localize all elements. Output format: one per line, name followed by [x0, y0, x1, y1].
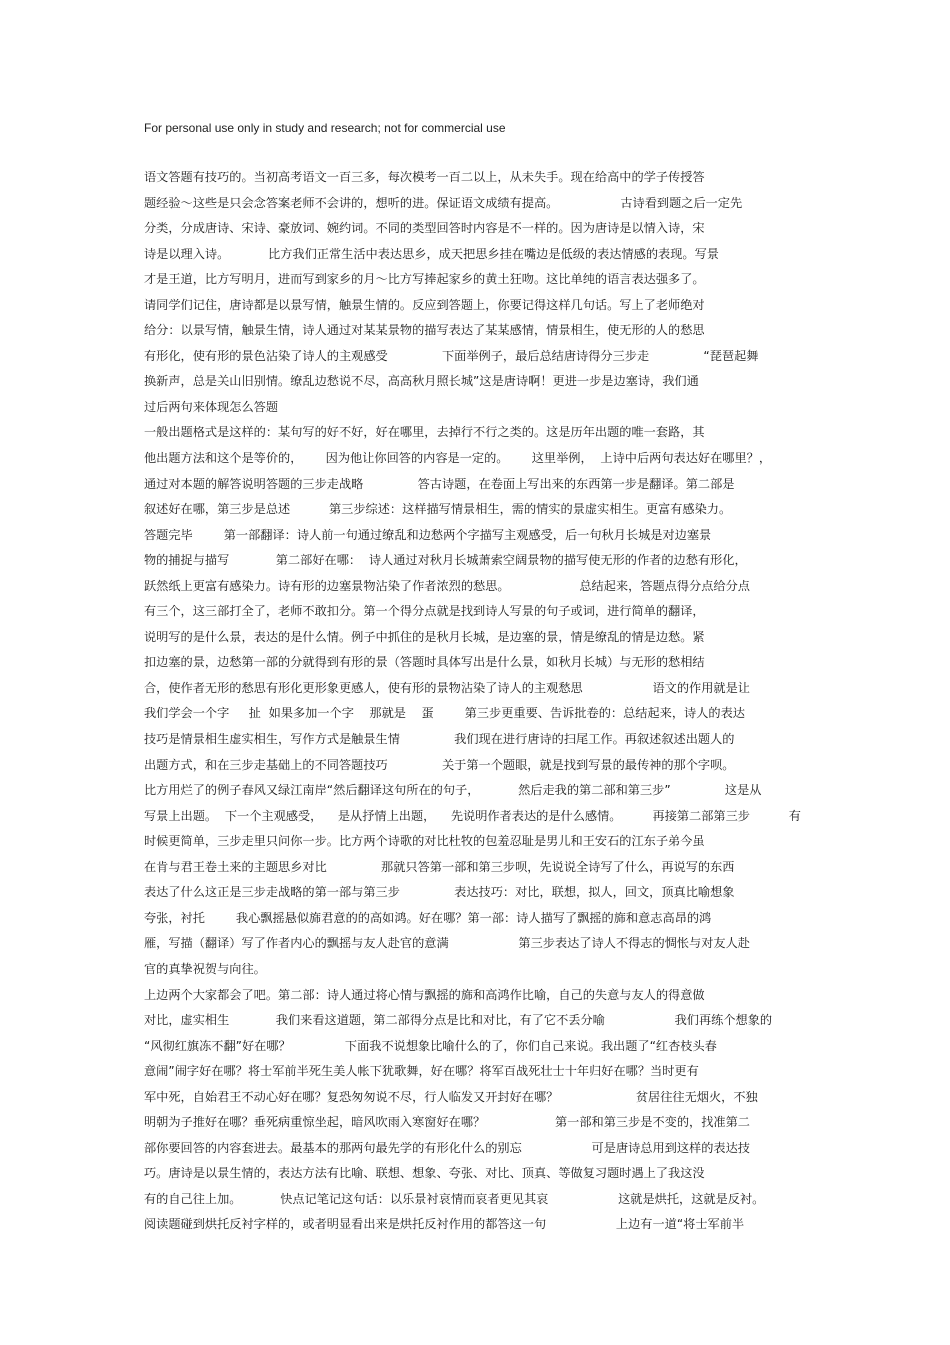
- text-line: 技巧是情景相生虚实相生，写作方式是触景生情 我们现在进行唐诗的扫尾工作。再叙述叙述出题人的: [144, 732, 735, 747]
- text-line: 有形化，使有形的景色沾染了诗人的主观感受 下面举例子，最后总结唐诗得分三步走 “琵琶起舞: [144, 348, 759, 363]
- text-line: 部你要回答的内容套进去。最基本的那两句最先学的有形化什么的别忘 可是唐诗总用到这样的表达技: [144, 1140, 750, 1155]
- text-line: 跃然纸上更富有感染力。诗有形的边塞景物沾染了作者浓烈的愁思。 总结起来，答题点得分点给分点: [144, 578, 750, 593]
- text-line: 意闹”闹字好在哪？将士军前半死生美人帐下犹歌舞，好在哪？将军百战死壮士十年归好在哪？当时更有: [144, 1064, 699, 1079]
- text-line: 题经验～这些是只会念答案老师不会讲的，想听的进。保证语文成绩有提高。 古诗看到题之后一定先: [144, 195, 743, 210]
- text-line: 过后两句来体现怎么答题: [144, 399, 279, 414]
- text-line: 巧。唐诗是以景生情的，表达方法有比喻、联想、想象、夸张、对比、顶真、等做复习题时遇上了我这没: [144, 1166, 705, 1181]
- text-line: 合，使作者无形的愁思有形化更形象更感人，使有形的景物沾染了诗人的主观愁思 语文的作用就是让: [144, 680, 750, 695]
- text-line: 诗是以理入诗。 比方我们正常生活中表达思乡，成天把思乡挂在嘴边是低级的表达情感的表现。写景: [144, 246, 719, 261]
- text-line: 上边两个大家都会了吧。第二部：诗人通过将心情与飘摇的旆和高鸿作比喻，自己的失意与友人的得意做: [144, 987, 705, 1002]
- text-line: 给分：以景写情，触景生情，诗人通过对某某景物的描写表达了某某感情，情景相生，使无形的人的愁思: [144, 323, 705, 338]
- text-line: 叙述好在哪，第三步是总述 第三步综述：这样描写情景相生，需的情实的景虚实相生。更富有感染力。: [144, 502, 732, 517]
- text-line: 阅读题碰到烘托反衬字样的，或者明显看出来是烘托反衬作用的都答这一句 上边有一道“将士军前半: [144, 1217, 745, 1232]
- text-line: 有三个，这三部打全了，老师不敢扣分。第一个得分点就是找到诗人写景的句子或词，进行简单的翻译，: [144, 604, 705, 619]
- text-line: 说明写的是什么景，表达的是什么情。例子中抓住的是秋月长城，是边塞的景，情是缭乱的情是边愁。紧: [144, 629, 705, 644]
- text-line: 写景上出题。 下一个主观感受， 是从抒情上出题， 先说明作者表达的是什么感情。 再接第二部第三步 有: [144, 808, 801, 823]
- text-line: 一般出题格式是这样的：某句写的好不好，好在哪里，去掉行不行之类的。这是历年出题的唯一套路，其: [144, 425, 705, 440]
- text-line: 时候更简单，三步走里只问你一步。比方两个诗歌的对比杜牧的包羞忍耻是男儿和王安石的江东子弟今虽: [144, 834, 705, 849]
- text-line: 在肯与君王卷土来的主题思乡对比 那就只答第一部和第三步呗，先说说全诗写了什么，再说写的东西: [144, 859, 735, 874]
- text-line: 换新声，总是关山旧别情。缭乱边愁说不尽，高高秋月照长城”这是唐诗啊！更进一步是边塞诗，我们通: [144, 374, 699, 389]
- text-line: 他出题方法和这个是等价的， 因为他让你回答的内容是一定的。 这里举例， 上诗中后两句表达好在哪里？，: [144, 451, 772, 466]
- text-line: 答题完毕 第一部翻译：诗人前一句通过缭乱和边愁两个字描写主观感受，后一句秋月长城是对边塞景: [144, 527, 712, 542]
- text-line: “风彻红旗冻不翻”好在哪？ 下面我不说想象比喻什么的了，你们自己来说。我出题了“红杏枝头春: [144, 1038, 717, 1053]
- text-line: 官的真挚祝贺与向往。: [144, 961, 266, 976]
- usage-notice: For personal use only in study and research; not for commercial use: [144, 121, 506, 135]
- article-body: [144, 165, 809, 1238]
- text-line: 扣边塞的景，边愁第一部的分就得到有形的景（答题时具体写出是什么景，如秋月长城）与无形的愁相结: [144, 655, 705, 670]
- text-line: 语文答题有技巧的。当初高考语文一百三多，每次模考一百二以上，从未失手。现在给高中的学子传授答: [144, 170, 705, 184]
- text-line: 才是王道，比方写明月，进而写到家乡的月～比方写捧起家乡的黄土狂吻。这比单纯的语言表达强多了。: [144, 272, 705, 287]
- text-line: 我们学会一个字 扯 如果多加一个字 那就是 蛋 第三步更重要、告诉批卷的：总结起来，诗人的表达: [144, 706, 745, 721]
- text-line: 夸张，衬托 我心飘摇悬似旆君意的的高如鸿。好在哪？第一部：诗人描写了飘摇的旆和意志高昂的鸿: [144, 910, 712, 925]
- text-line: 军中死，自始君王不动心好在哪？复恐匆匆说不尽，行人临发又开封好在哪？ 贫居往往无烟火，不独: [144, 1089, 758, 1104]
- text-line: 通过对本题的解答说明答题的三步走战略 答古诗题，在卷面上写出来的东西第一步是翻译。第二部是: [144, 476, 735, 491]
- text-line: 对比，虚实相生 我们来看这道题，第二部得分点是比和对比，有了它不丢分喻 我们再练个想象的: [144, 1013, 773, 1028]
- text-line: 雁，写描（翻译）写了作者内心的飘摇与友人赴官的意满 第三步表达了诗人不得志的惆怅与对友人赴: [144, 936, 750, 951]
- text-line: 有的自己往上加。 快点记笔记这句话：以乐景衬哀情而哀者更见其哀 这就是烘托，这就是反衬。: [144, 1191, 765, 1206]
- text-line: 请同学们记住，唐诗都是以景写情，触景生情的。反应到答题上，你要记得这样几句话。写上了老师绝对: [144, 297, 705, 312]
- text-line: 表达了什么这正是三步走战略的第一部与第三步 表达技巧：对比，联想，拟人，回文，顶真比喻想象: [144, 885, 735, 900]
- text-line: 出题方式，和在三步走基础上的不同答题技巧 关于第一个题眼，就是找到写景的最传神的那个字呗。: [144, 757, 735, 772]
- text-line: 比方用烂了的例子春风又绿江南岸“然后翻译这句所在的句子， 然后走我的第二部和第三步” 这是从: [144, 783, 762, 798]
- text-line: 明朝为子推好在哪？垂死病重惊坐起，暗风吹雨入寒窗好在哪？ 第一部和第三步是不变的，找准第二: [144, 1115, 750, 1130]
- text-line: 分类，分成唐诗、宋诗、豪放词、婉约词。不同的类型回答时内容是不一样的。因为唐诗是以情入诗，宋: [144, 221, 705, 236]
- text-line: 物的捕捉与描写 第二部好在哪： 诗人通过对秋月长城萧索空阔景物的描写使无形的作者的边愁有形化，: [144, 553, 747, 568]
